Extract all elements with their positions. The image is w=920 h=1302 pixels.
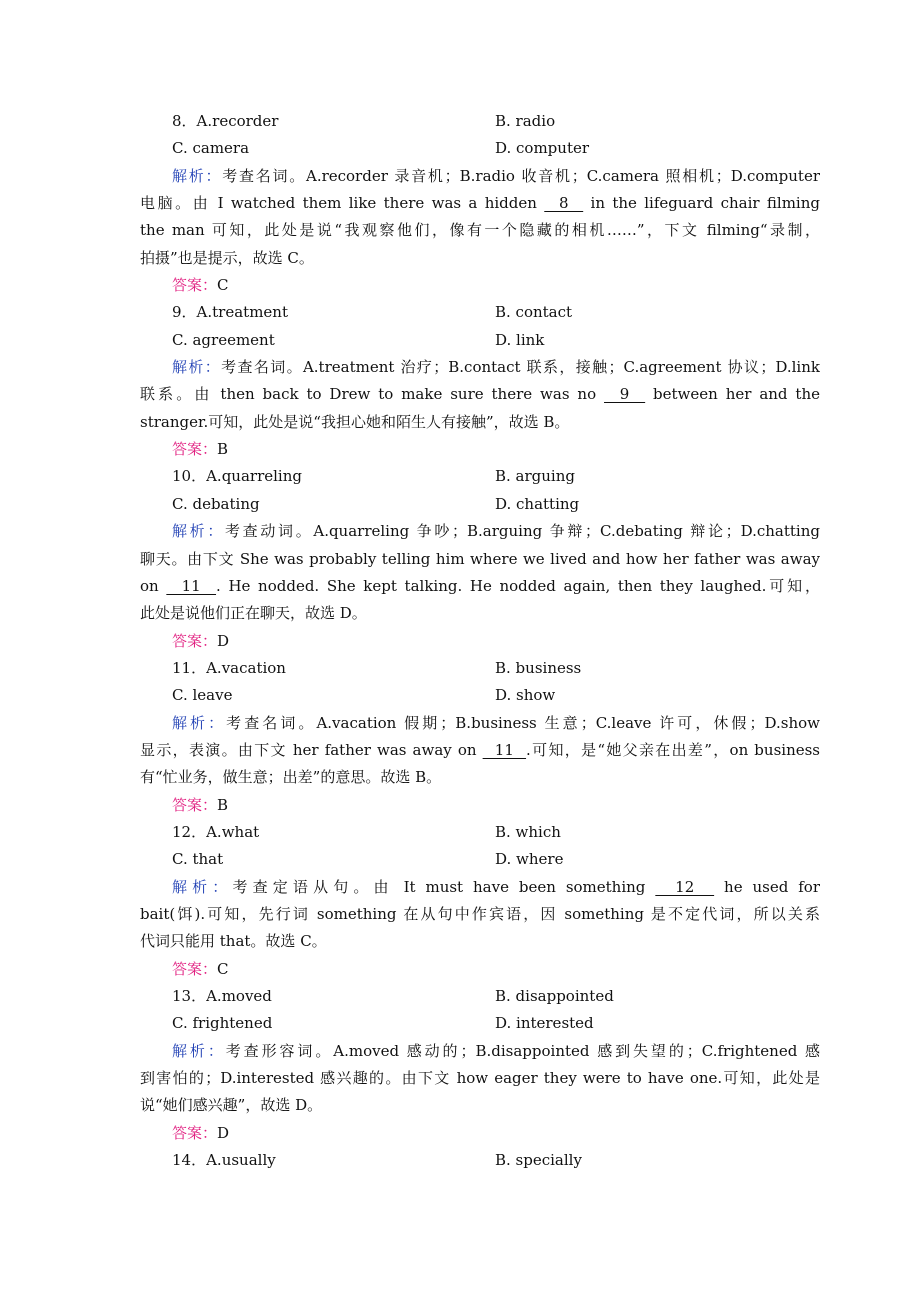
analysis-text: 此处是说他们正在聊天，故选 D。 bbox=[140, 604, 367, 623]
option-text: D. show bbox=[495, 686, 556, 705]
analysis-line bbox=[140, 874, 820, 901]
answer-label: 答案： bbox=[172, 440, 218, 459]
analysis-text: 考查名词。A.recorder 录音机；B.radio 收音机；C.camera 照相机；D.computer bbox=[222, 166, 820, 185]
analysis-text: 到害怕的；D.interested 感兴趣的。由下文 how eager they were to have one.可知，此处是 bbox=[140, 1069, 820, 1088]
analysis-text: 代词只能用 that。故选 C。 bbox=[140, 932, 327, 951]
answer-value: B bbox=[217, 795, 229, 814]
option-text: C. frightened bbox=[172, 1014, 273, 1033]
analysis-text: stranger.可知，此处是说“我担心她和陌生人有接触”，故选 B。 bbox=[140, 412, 570, 431]
answer-line bbox=[140, 272, 820, 299]
option-text: C. leave bbox=[172, 686, 233, 705]
option-row bbox=[140, 491, 820, 518]
option-row bbox=[140, 819, 820, 846]
analysis-text: the man 可知，此处是说“我观察他们，像有一个隐藏的相机……”，下文 filming“录制， bbox=[140, 221, 820, 240]
analysis-text: 考查动词。A.quarreling 争吵；B.arguing 争辩；C.debating 辩论；D.chatting bbox=[225, 522, 820, 541]
answer-line bbox=[140, 956, 820, 983]
option-text: 14．A.usually bbox=[172, 1151, 276, 1170]
analysis-text: 考查名词。A.treatment 治疗；B.contact 联系，接触；C.agreement 协议；D.link bbox=[221, 358, 820, 377]
analysis-label: 解析： bbox=[172, 877, 233, 896]
analysis-text: 联系。由 then back to Drew to make sure there was no bbox=[140, 385, 605, 404]
option-text: D. chatting bbox=[495, 494, 580, 513]
analysis-line bbox=[140, 190, 820, 217]
answer-label: 答案： bbox=[172, 631, 218, 650]
document-page bbox=[140, 108, 820, 1174]
analysis-text: 显示，表演。由下文 her father was away on bbox=[140, 740, 483, 759]
answer-line bbox=[140, 792, 820, 819]
option-row bbox=[140, 846, 820, 873]
analysis-line bbox=[140, 245, 820, 272]
option-row bbox=[140, 299, 820, 326]
analysis-text: between her and the bbox=[645, 385, 820, 404]
option-row bbox=[140, 327, 820, 354]
analysis-line bbox=[140, 546, 820, 573]
analysis-line bbox=[140, 381, 820, 408]
analysis-text: on bbox=[140, 576, 167, 595]
option-row bbox=[140, 1010, 820, 1037]
analysis-text: 有“忙业务，做生意；出差”的意思。故选 B。 bbox=[140, 768, 442, 787]
blank-number: 12 bbox=[655, 877, 715, 896]
analysis-label: 解析： bbox=[172, 522, 226, 541]
option-text: C. that bbox=[172, 850, 224, 869]
option-text: B. radio bbox=[495, 112, 556, 130]
analysis-text: 说“她们感兴趣”，故选 D。 bbox=[140, 1096, 323, 1115]
option-text: 9．A.treatment bbox=[172, 303, 288, 322]
answer-line bbox=[140, 628, 820, 655]
option-row bbox=[140, 983, 820, 1010]
analysis-label: 解析： bbox=[172, 358, 222, 377]
option-text: 13．A.moved bbox=[172, 987, 272, 1005]
answer-label: 答案： bbox=[172, 795, 218, 814]
option-text: C. agreement bbox=[172, 330, 275, 349]
analysis-line bbox=[140, 518, 820, 545]
analysis-text: 电脑。由 I watched them like there was a hidden bbox=[140, 194, 545, 213]
option-text: C. camera bbox=[172, 139, 250, 158]
option-text: D. where bbox=[495, 850, 564, 869]
analysis-text: 聊天。由下文 She was probably telling him where we lived and how her father was away bbox=[140, 549, 820, 568]
option-text: B. specially bbox=[495, 1151, 582, 1170]
blank-number: 9 bbox=[604, 385, 646, 404]
answer-label: 答案： bbox=[172, 276, 218, 295]
analysis-text: 拍摄”也是提示，故选 C。 bbox=[140, 248, 314, 267]
analysis-label: 解析： bbox=[172, 1041, 226, 1060]
option-text: 11．A.vacation bbox=[172, 658, 286, 677]
answer-value: D bbox=[217, 1123, 230, 1142]
analysis-line bbox=[140, 1065, 820, 1092]
analysis-line bbox=[140, 901, 820, 928]
answer-line bbox=[140, 436, 820, 463]
answer-value: B bbox=[217, 440, 229, 459]
option-row bbox=[140, 108, 820, 135]
answer-label: 答案： bbox=[172, 1123, 218, 1142]
option-text: B. which bbox=[495, 822, 561, 841]
option-text: 8．A.recorder bbox=[172, 112, 279, 130]
option-text: D. link bbox=[495, 330, 545, 349]
option-text: B. arguing bbox=[495, 467, 575, 486]
option-row bbox=[140, 463, 820, 490]
answer-value: C bbox=[217, 276, 229, 295]
blank-number: 8 bbox=[544, 194, 584, 213]
analysis-text: .可知，是“她父亲在出差”，on business bbox=[526, 740, 820, 759]
blank-number: 11 bbox=[166, 576, 217, 595]
option-row bbox=[140, 135, 820, 162]
analysis-text: . He nodded. She kept talking. He nodded again, then they laughed.可知， bbox=[216, 576, 820, 595]
analysis-text: 考查定语从句。由 It must have been something bbox=[232, 877, 656, 896]
option-row bbox=[140, 1147, 820, 1174]
blank-number: 11 bbox=[482, 740, 527, 759]
analysis-text: 考查名词。A.vacation 假期；B.business 生意；C.leave 许可，休假；D.show bbox=[226, 713, 820, 732]
analysis-line bbox=[140, 354, 820, 381]
analysis-text: 考查形容词。A.moved 感动的；B.disappointed 感到失望的；C.frightened 感 bbox=[225, 1041, 820, 1060]
option-text: B. disappointed bbox=[495, 987, 614, 1005]
analysis-label: 解析： bbox=[172, 166, 223, 185]
analysis-line bbox=[140, 764, 820, 791]
option-text: B. contact bbox=[495, 303, 573, 322]
analysis-text: in the lifeguard chair filming bbox=[583, 194, 820, 213]
analysis-line bbox=[140, 1092, 820, 1119]
analysis-line bbox=[140, 928, 820, 955]
option-text: C. debating bbox=[172, 494, 260, 513]
answer-label: 答案： bbox=[172, 959, 218, 978]
answer-value: D bbox=[217, 631, 230, 650]
analysis-line bbox=[140, 1038, 820, 1065]
analysis-line bbox=[140, 737, 820, 764]
analysis-line bbox=[140, 163, 820, 190]
analysis-text: bait(饵).可知，先行词 something 在从句中作宾语，因 something 是不定代词，所以关系 bbox=[140, 904, 820, 923]
analysis-line bbox=[140, 217, 820, 244]
answer-value: C bbox=[217, 959, 229, 978]
analysis-line bbox=[140, 710, 820, 737]
option-text: D. computer bbox=[495, 139, 590, 158]
option-text: 10．A.quarreling bbox=[172, 467, 302, 486]
option-text: B. business bbox=[495, 658, 582, 677]
analysis-line bbox=[140, 409, 820, 436]
answer-line bbox=[140, 1120, 820, 1147]
analysis-label: 解析： bbox=[172, 713, 227, 732]
option-text: 12．A.what bbox=[172, 822, 260, 841]
option-row bbox=[140, 655, 820, 682]
analysis-line bbox=[140, 573, 820, 600]
analysis-line bbox=[140, 600, 820, 627]
option-row bbox=[140, 682, 820, 709]
option-text: D. interested bbox=[495, 1014, 594, 1033]
analysis-text: he used for bbox=[714, 877, 820, 896]
